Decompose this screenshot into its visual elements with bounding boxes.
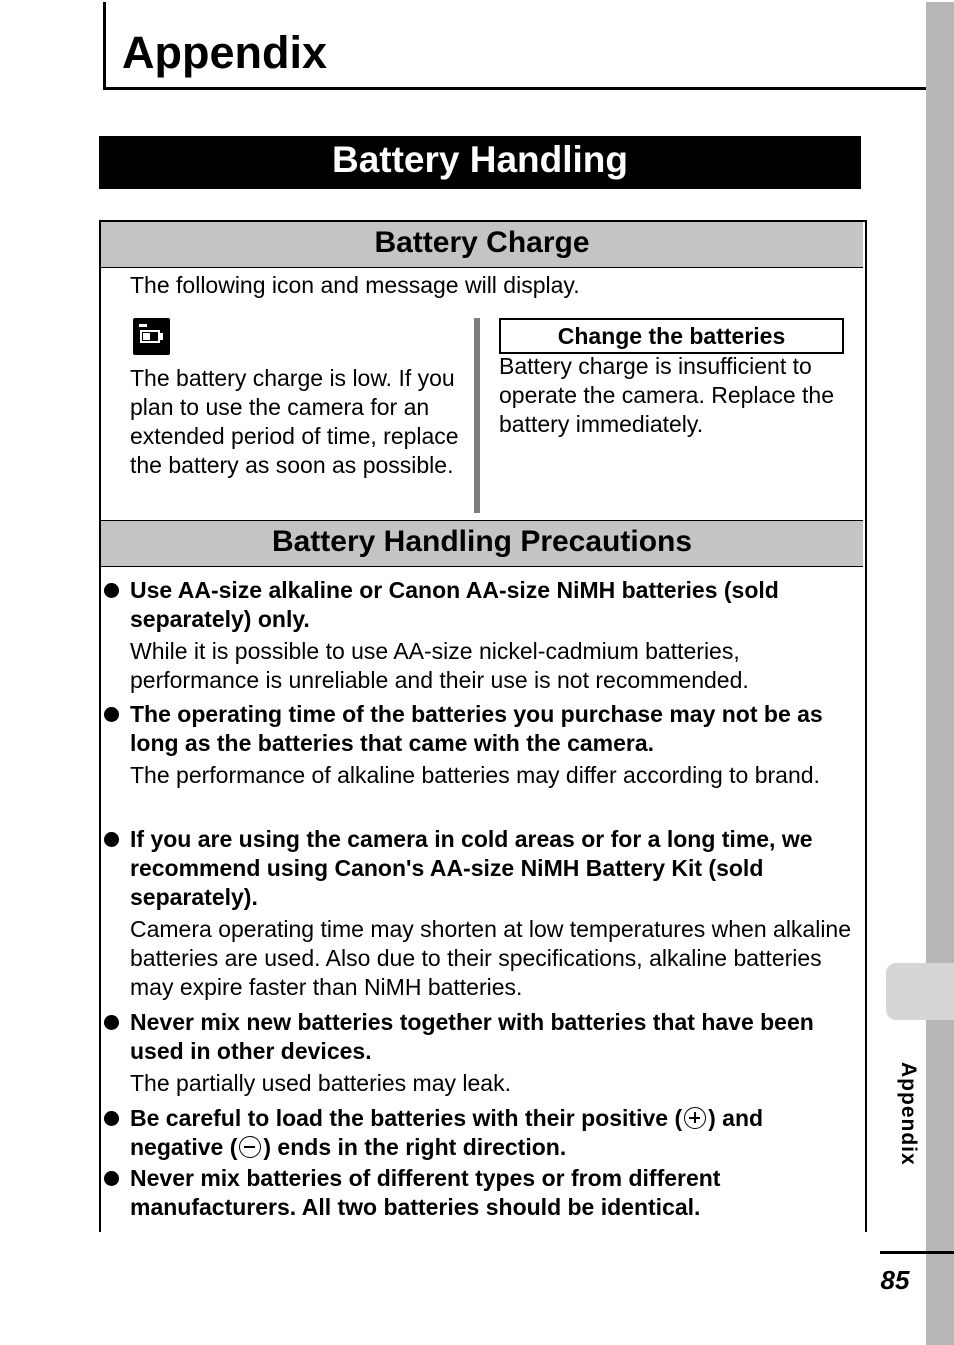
item-bold-text [130,1104,862,1162]
bullet-icon [104,707,119,722]
precautions-heading: Battery Handling Precautions [101,520,863,567]
bullet-icon [104,1111,119,1126]
side-thumb-bar [926,2,954,1345]
list-item [104,825,862,1002]
item-detail-text: The performance of alkaline batteries may differ according to brand. [130,762,820,788]
item-bold-text: Use AA-size alkaline or Canon AA-size NiMH batteries (sold separately) only. [130,577,779,632]
item-bold-text: Never mix batteries of different types or from different manufacturers. All two batteries should be identical. [130,1165,721,1220]
page-number: 85 [880,1265,910,1295]
message-title-box: Change the batteries [499,318,844,354]
side-thumb-tab [886,963,954,1020]
item-bold-text: If you are using the camera in cold areas or for a long time, we recommend using Canon's AA-size NiMH Battery Kit (sold separately). [130,826,813,910]
section-title: Battery Handling [99,136,861,189]
battery-charge-intro: The following icon and message will display. [130,272,580,298]
side-tab-label: Appendix [897,1062,920,1166]
list-item [104,1008,862,1098]
list-item [104,1104,862,1162]
list-item [104,576,862,695]
chapter-title: Appendix [122,27,328,78]
battery-low-text: The battery charge is low. If you plan to use the camera for an extended period of time, replace the battery as soon as possible. [130,365,459,478]
battery-low-icon [133,318,170,355]
item-detail-text: While it is possible to use AA-size nickel-cadmium batteries, performance is unreliable and their use is not recommended. [130,638,749,693]
item-bold-text-b: ) and negative ( [130,1105,764,1160]
battery-charge-heading: Battery Charge [101,222,863,268]
bullet-icon [104,1171,119,1186]
item-bold-text-c: ) ends in the right direction. [263,1134,567,1160]
list-item [104,700,862,790]
positive-terminal-icon [684,1107,706,1129]
bullet-icon [104,583,119,598]
negative-terminal-icon [239,1136,261,1158]
list-item [104,1164,862,1222]
column-divider [474,318,480,513]
bullet-icon [104,1015,119,1030]
item-bold-text: Never mix new batteries together with batteries that have been used in other devices. [130,1009,814,1064]
item-detail-text: The partially used batteries may leak. [130,1070,511,1096]
footer-rule [880,1251,954,1254]
item-bold-text: The operating time of the batteries you purchase may not be as long as the batteries that came with the camera. [130,701,823,756]
item-bold-text-a: Be careful to load the batteries with their positive ( [130,1105,683,1131]
chapter-rule-vertical [103,2,106,90]
item-detail-text: Camera operating time may shorten at low temperatures when alkaline batteries are used. Also due to their specifications, alkaline batteries may expire faster than NiMH batteries. [130,916,852,1000]
bullet-icon [104,832,119,847]
message-text: Battery charge is insufficient to operate the camera. Replace the battery immediately. [499,353,834,437]
chapter-rule-horizontal [103,87,954,90]
